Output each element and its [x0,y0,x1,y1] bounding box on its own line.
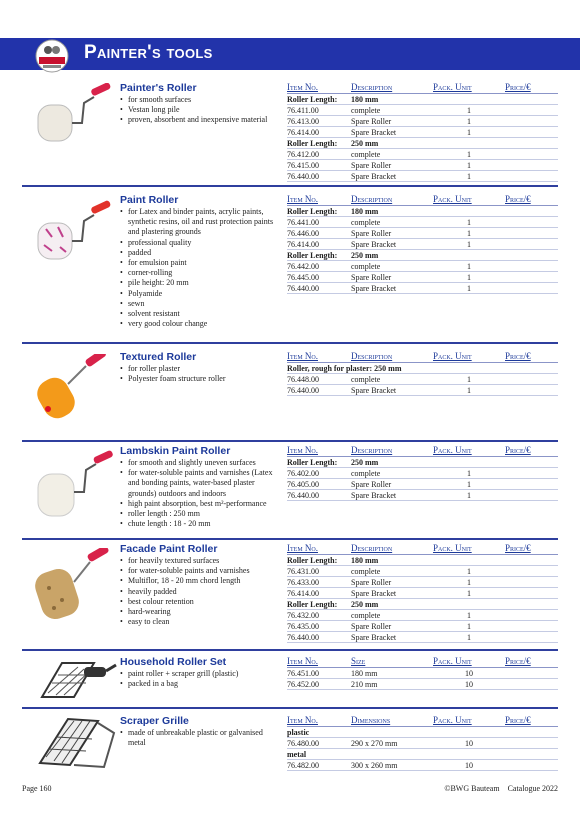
table-row [287,283,558,294]
feature-item: • sewn [120,299,282,309]
roller-image [34,199,114,269]
section-lambskin-roller [22,440,558,532]
group-value: 250 mm [351,457,558,468]
feature-item: • proven, absorbent and inexpensive material [120,115,282,125]
table-row [287,457,558,468]
price [505,217,558,228]
price [505,272,558,283]
column-header: Price/€ [505,194,558,206]
product-name: Textured Roller [120,351,197,363]
price [505,588,558,599]
feature-item: • for heavily textured surfaces [120,556,282,566]
product-table [287,656,558,690]
table-row [287,588,558,599]
column-header: Description [351,543,433,555]
pack-unit: 1 [433,171,505,182]
table-row [287,610,558,621]
table-row [287,171,558,182]
product-table [287,351,558,396]
group-label: Roller Length: [287,250,351,261]
column-header: Item No. [287,351,351,363]
description: Spare Roller [351,160,433,171]
price [505,116,558,127]
description: Spare Roller [351,479,433,490]
footer-copyright: ©BWG Bauteam Catalogue 2022 [444,784,558,793]
feature-item: • packed in a bag [120,679,282,689]
feature-item: • best colour retention [120,597,282,607]
description: Spare Bracket [351,127,433,138]
pack-unit: 1 [433,217,505,228]
product-name: Painter's Roller [120,82,197,94]
pack-unit: 1 [433,228,505,239]
table-row [287,749,558,760]
feature-list [120,728,282,748]
feature-item: • very good colour change [120,319,282,329]
item-no: 76.433.00 [287,577,351,588]
pack-unit: 1 [433,283,505,294]
group-label: plastic [287,727,558,738]
table-row [287,760,558,771]
product-name: Household Roller Set [120,656,227,668]
table-row [287,239,558,250]
pack-unit: 1 [433,374,505,385]
feature-list [120,458,282,529]
column-header: Pack. Unit [433,543,505,555]
table-row [287,555,558,566]
pack-unit: 1 [433,272,505,283]
table-row [287,599,558,610]
description: 210 mm [351,679,433,690]
table-row [287,679,558,690]
feature-item: • Polyamide [120,289,282,299]
item-no: 76.413.00 [287,116,351,127]
feature-item: • solvent resistant [120,309,282,319]
product-name: Scraper Grille [120,715,189,727]
table-row [287,138,558,149]
description: Spare Bracket [351,385,433,396]
description: Spare Roller [351,116,433,127]
table-row [287,272,558,283]
feature-item: • Multiflor, 18 - 20 mm chord length [120,576,282,586]
group-value: 250 mm [351,138,558,149]
table-row [287,206,558,217]
column-header: Pack. Unit [433,351,505,363]
table-row [287,479,558,490]
column-header: Item No. [287,715,351,727]
feature-list [120,364,282,384]
feature-item: • padded [120,248,282,258]
price [505,621,558,632]
table-row [287,160,558,171]
pack-unit: 1 [433,385,505,396]
column-header: Pack. Unit [433,715,505,727]
table-row [287,374,558,385]
feature-item: • high paint absorption, best m²-performance [120,499,282,509]
section-divider [22,440,558,442]
product-table [287,82,558,182]
group-label: Roller Length: [287,599,351,610]
feature-item: • for smooth surfaces [120,95,282,105]
price [505,632,558,643]
table-header [287,82,558,94]
description: Spare Roller [351,621,433,632]
section-divider [22,707,558,709]
price [505,668,558,679]
group-label: Roller Length: [287,94,351,105]
section-divider [22,342,558,344]
item-no: 76.452.00 [287,679,351,690]
section-household-roller-set [22,649,558,701]
column-header: Price/€ [505,351,558,363]
price [505,738,558,749]
roller-image [34,354,114,424]
column-header: Price/€ [505,445,558,457]
pack-unit: 10 [433,760,505,771]
table-row [287,632,558,643]
item-no: 76.441.00 [287,217,351,228]
feature-list [120,207,282,329]
item-no: 76.442.00 [287,261,351,272]
feature-item: • corner-rolling [120,268,282,278]
table-row [287,261,558,272]
description: Spare Bracket [351,490,433,501]
section-facade-roller [22,538,558,640]
roller-image [34,548,114,628]
table-header [287,715,558,727]
description: 290 x 270 mm [351,738,433,749]
feature-item: • hard-wearing [120,607,282,617]
feature-item: • for emulsion paint [120,258,282,268]
page-title: Painter's tools [84,42,213,63]
table-header [287,194,558,206]
feature-item: • for water-soluble paints and varnishes (Latex and bonding paints, water-based plaster grounds) outdoors and indoors [120,468,282,499]
pack-unit: 1 [433,610,505,621]
item-no: 76.448.00 [287,374,351,385]
feature-item: • professional quality [120,238,282,248]
column-header: Price/€ [505,82,558,94]
group-value: 180 mm [351,206,558,217]
table-row [287,668,558,679]
column-header: Item No. [287,194,351,206]
description: 300 x 260 mm [351,760,433,771]
group-value: 250 mm [351,599,558,610]
table-row [287,468,558,479]
group-value: 180 mm [351,94,558,105]
price [505,105,558,116]
price [505,127,558,138]
description: Spare Bracket [351,632,433,643]
table-row [287,621,558,632]
description: Spare Roller [351,228,433,239]
column-header: Price/€ [505,715,558,727]
description: complete [351,149,433,160]
table-row [287,363,558,374]
price [505,479,558,490]
pack-unit: 1 [433,160,505,171]
item-no: 76.432.00 [287,610,351,621]
table-row [287,127,558,138]
section-divider [22,185,558,187]
description: complete [351,374,433,385]
item-no: 76.405.00 [287,479,351,490]
column-header: Item No. [287,445,351,457]
table-row [287,727,558,738]
pack-unit: 1 [433,490,505,501]
item-no: 76.414.00 [287,239,351,250]
item-no: 76.440.00 [287,632,351,643]
price [505,160,558,171]
section-painters-roller [22,77,558,179]
item-no: 76.440.00 [287,283,351,294]
feature-item: • easy to clean [120,617,282,627]
roller-set-image [34,653,120,705]
feature-item: • heavily padded [120,587,282,597]
group-label: Roller, rough for plaster: 250 mm [287,363,558,374]
item-no: 76.414.00 [287,588,351,599]
price [505,261,558,272]
table-row [287,217,558,228]
column-header: Description [351,351,433,363]
brand-logo [34,38,70,74]
table-row [287,490,558,501]
feature-item: • for Latex and binder paints, acrylic paints, synthetic resins, oil and rust protection paints and plastering grounds [120,207,282,238]
description: 180 mm [351,668,433,679]
feature-list [120,669,282,689]
pack-unit: 1 [433,105,505,116]
roller-image [34,83,114,149]
price [505,374,558,385]
description: complete [351,468,433,479]
price [505,490,558,501]
feature-item: • for water-soluble paints and varnishes [120,566,282,576]
product-table [287,715,558,771]
table-row [287,385,558,396]
column-header: Description [351,194,433,206]
pack-unit: 10 [433,668,505,679]
feature-item: • chute length : 18 - 20 mm [120,519,282,529]
price [505,468,558,479]
feature-item: • Polyester foam structure roller [120,374,282,384]
pack-unit: 1 [433,632,505,643]
description: Spare Bracket [351,283,433,294]
price [505,679,558,690]
description: Spare Bracket [351,171,433,182]
feature-item: • for roller plaster [120,364,282,374]
column-header: Item No. [287,543,351,555]
grille-image [34,713,120,771]
item-no: 76.446.00 [287,228,351,239]
description: complete [351,105,433,116]
description: Spare Bracket [351,588,433,599]
pack-unit: 1 [433,261,505,272]
item-no: 76.414.00 [287,127,351,138]
column-header: Item No. [287,656,351,668]
feature-item: • roller length : 250 mm [120,509,282,519]
column-header: Pack. Unit [433,445,505,457]
table-row [287,149,558,160]
price [505,566,558,577]
table-header [287,543,558,555]
price [505,171,558,182]
group-label: Roller Length: [287,457,351,468]
description: complete [351,566,433,577]
pack-unit: 1 [433,588,505,599]
item-no: 76.411.00 [287,105,351,116]
product-table [287,194,558,294]
pack-unit: 1 [433,149,505,160]
table-header [287,445,558,457]
price [505,385,558,396]
feature-item: • pile height: 20 mm [120,278,282,288]
price [505,577,558,588]
table-row [287,738,558,749]
page-number: Page 160 [22,784,52,793]
description: Spare Roller [351,272,433,283]
group-label: metal [287,749,558,760]
price [505,283,558,294]
item-no: 76.451.00 [287,668,351,679]
price [505,760,558,771]
column-header: Description [351,445,433,457]
section-paint-roller [22,185,558,337]
item-no: 76.402.00 [287,468,351,479]
table-header [287,351,558,363]
description: Spare Bracket [351,239,433,250]
feature-item: • Vestan long pile [120,105,282,115]
pack-unit: 1 [433,116,505,127]
feature-item: • paint roller + scraper grill (plastic) [120,669,282,679]
roller-image [34,448,114,526]
group-label: Roller Length: [287,206,351,217]
item-no: 76.445.00 [287,272,351,283]
table-row [287,566,558,577]
product-table [287,445,558,501]
item-no: 76.440.00 [287,171,351,182]
price [505,149,558,160]
item-no: 76.415.00 [287,160,351,171]
item-no: 76.440.00 [287,385,351,396]
group-value: 180 mm [351,555,558,566]
product-name: Lambskin Paint Roller [120,445,231,457]
item-no: 76.480.00 [287,738,351,749]
pack-unit: 10 [433,738,505,749]
description: complete [351,217,433,228]
column-header: Pack. Unit [433,656,505,668]
product-name: Facade Paint Roller [120,543,218,555]
item-no: 76.412.00 [287,149,351,160]
table-row [287,94,558,105]
table-row [287,105,558,116]
column-header: Pack. Unit [433,194,505,206]
description: complete [351,261,433,272]
price [505,610,558,621]
column-header: Description [351,82,433,94]
group-label: Roller Length: [287,138,351,149]
pack-unit: 1 [433,566,505,577]
table-row [287,577,558,588]
pack-unit: 1 [433,577,505,588]
group-label: Roller Length: [287,555,351,566]
feature-item: • made of unbreakable plastic or galvanised metal [120,728,282,748]
column-header: Dimensions [351,715,433,727]
section-divider [22,649,558,651]
pack-unit: 1 [433,127,505,138]
pack-unit: 1 [433,479,505,490]
pack-unit: 1 [433,621,505,632]
price [505,239,558,250]
feature-item: • for smooth and slightly uneven surfaces [120,458,282,468]
column-header: Item No. [287,82,351,94]
price [505,228,558,239]
table-row [287,250,558,261]
description: Spare Roller [351,577,433,588]
pack-unit: 1 [433,239,505,250]
table-row [287,116,558,127]
table-header [287,656,558,668]
group-value: 250 mm [351,250,558,261]
pack-unit: 10 [433,679,505,690]
pack-unit: 1 [433,468,505,479]
column-header: Size [351,656,433,668]
table-row [287,228,558,239]
section-textured-roller [22,342,558,430]
item-no: 76.482.00 [287,760,351,771]
column-header: Pack. Unit [433,82,505,94]
item-no: 76.435.00 [287,621,351,632]
column-header: Price/€ [505,656,558,668]
item-no: 76.431.00 [287,566,351,577]
feature-list [120,95,282,126]
product-name: Paint Roller [120,194,179,206]
feature-list [120,556,282,627]
item-no: 76.440.00 [287,490,351,501]
description: complete [351,610,433,621]
section-divider [22,538,558,540]
product-table [287,543,558,643]
section-scraper-grille [22,707,558,769]
column-header: Price/€ [505,543,558,555]
